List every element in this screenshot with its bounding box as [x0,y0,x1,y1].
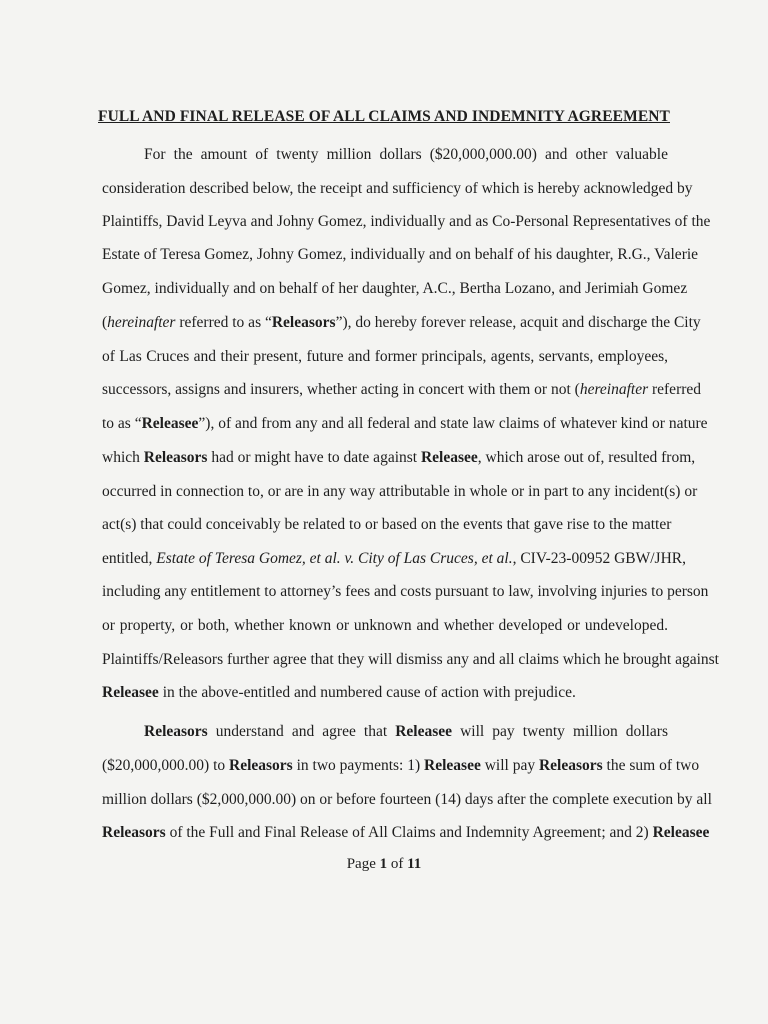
text-run: to as “ [102,415,142,432]
body-line [102,347,668,367]
bold-term: Releasors [271,314,336,331]
bold-term: Releasors [538,757,603,774]
text-run: ( [102,314,108,331]
body-line [102,650,719,670]
text-run: ”), do hereby forever release, acquit and discharge the City [335,314,701,331]
text-run: act(s) that could conceivably be related to or based on the events that gave rise to the matter [102,516,672,533]
text-run: had or might have to date against [207,449,421,466]
body-line [102,582,709,602]
body-line [102,549,686,569]
page-prefix: Page [346,856,380,872]
text-run: referred [648,381,702,398]
page-number [0,856,768,873]
text-run: Plaintiffs/Releasors further agree that they will dismiss any and all claims which he brought against [102,651,719,668]
bold-term: Releasors [143,449,208,466]
text-run: entitled, [102,550,157,567]
page-mid: of [387,856,408,872]
bold-term: Releasors [229,757,293,774]
body-line [102,616,668,636]
body-line [102,380,702,400]
body-line [102,179,693,199]
bold-term: Releasee [420,449,478,466]
body-line [144,722,668,742]
body-line [102,313,701,333]
text-run: , which arose out of, resulted from, [477,449,696,466]
body-line [102,279,688,299]
text-run: will pay twenty million dollars [452,723,668,740]
italic-text: Estate of Teresa Gomez, et al. v. City of Las Cruces, et al. [156,550,513,567]
text-run: which [102,449,144,466]
page-current: 1 [379,856,388,872]
body-line [102,212,711,232]
text-run: or property, or both, whether known or unknown and whether developed or undeveloped. [102,617,668,634]
text-run: Estate of Teresa Gomez, Johny Gomez, individually and on behalf of his daughter, R.G., Valerie [102,246,699,263]
bold-term: Releasee [652,824,710,841]
text-run: including any entitlement to attorney’s fees and costs pursuant to law, involving injuries to person [102,583,709,600]
bold-term: Releasee [102,684,159,701]
text-run: ($20,000,000.00) to [102,757,230,774]
body-line [144,145,668,165]
text-run: the sum of two [602,757,700,774]
bold-term: Releasors [144,723,208,740]
page-total: 11 [407,856,422,872]
bold-term: Releasee [424,757,481,774]
bold-term: Releasee [141,415,199,432]
text-run: referred to as “ [175,314,272,331]
body-line [102,414,708,434]
text-run: successors, assigns and insurers, whether acting in concert with them or not ( [102,381,580,398]
text-run: will pay [480,757,539,774]
text-run: million dollars ($2,000,000.00) on or before fourteen (14) days after the complete execution by all [102,791,712,808]
text-run: For the amount of twenty million dollars ($20,000,000.00) and other valuable [144,146,668,163]
document-title: FULL AND FINAL RELEASE OF ALL CLAIMS AND INDEMNITY AGREEMENT [98,108,670,125]
text-run: ”), of and from any and all federal and state law claims of whatever kind or nature [198,415,708,432]
text-run: understand and agree that [207,723,396,740]
text-run: in the above-entitled and numbered cause of action with prejudice. [158,684,576,701]
text-run: of the Full and Final Release of All Claims and Indemnity Agreement; and 2) [165,824,653,841]
bold-term: Releasors [102,824,166,841]
body-line [102,482,698,502]
text-run: , CIV-23-00952 GBW/JHR, [512,550,686,567]
body-line [102,683,668,703]
text-run: Plaintiffs, David Leyva and Johny Gomez, individually and as Co-Personal Representatives of the [102,213,711,230]
text-run: in two payments: 1) [292,757,425,774]
text-run: consideration described below, the receipt and sufficiency of which is hereby acknowledged by [102,180,693,197]
bold-term: Releasee [395,723,453,740]
italic-text: hereinafter [579,381,649,398]
italic-text: hereinafter [107,314,176,331]
body-line [102,823,710,843]
body-line [102,515,672,535]
body-line [102,245,699,265]
body-line [102,448,696,468]
text-run: Gomez, individually and on behalf of her daughter, A.C., Bertha Lozano, and Jerimiah Gomez [102,280,688,297]
text-run: of Las Cruces and their present, future and former principals, agents, servants, employees, [102,348,668,365]
body-line [102,756,700,776]
text-run: occurred in connection to, or are in any way attributable in whole or in part to any incident(s) or [102,483,698,500]
body-line [102,790,712,810]
